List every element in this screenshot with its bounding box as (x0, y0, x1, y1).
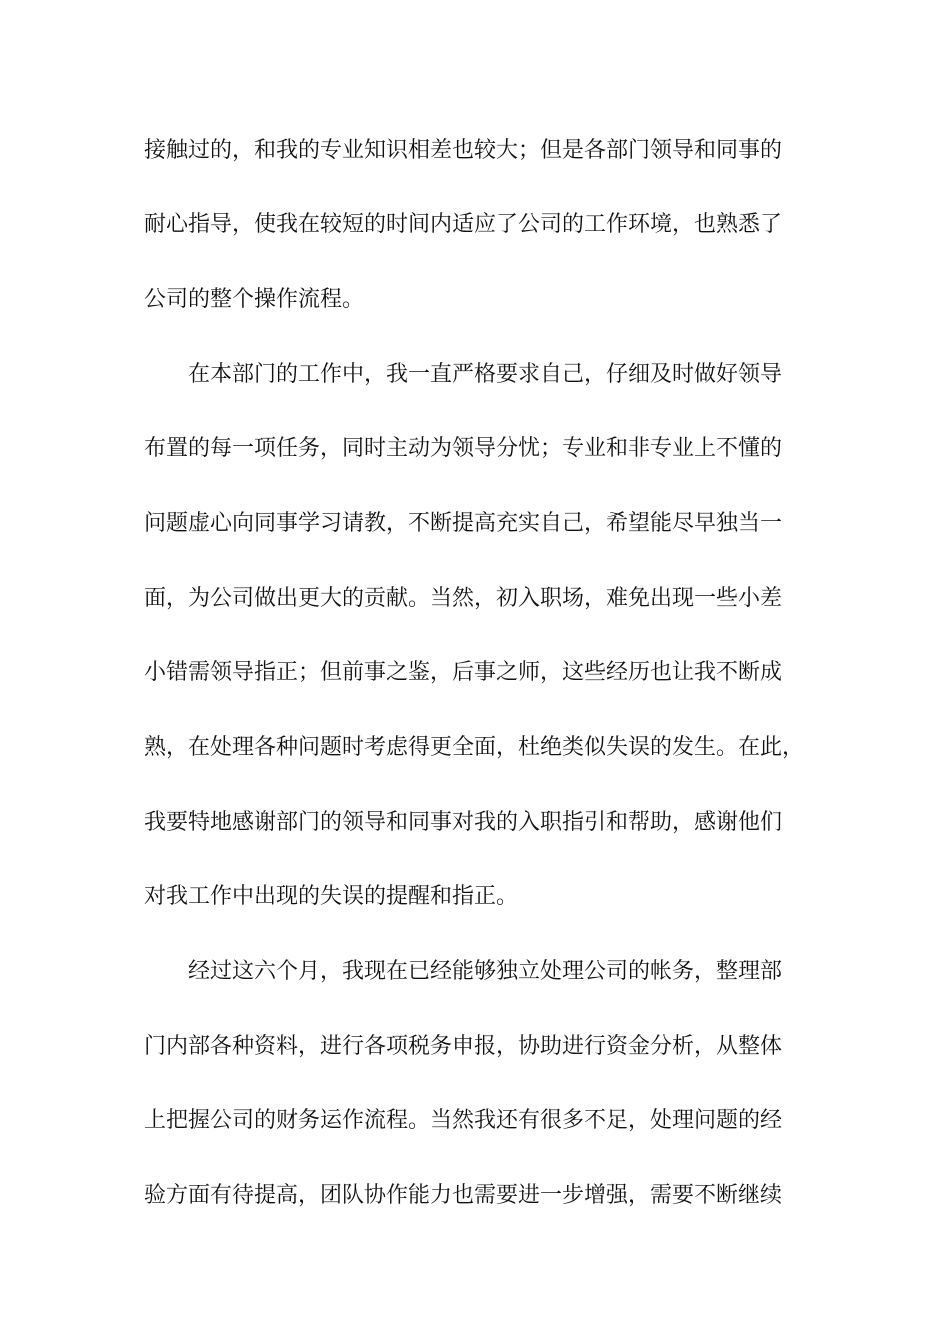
text-line: 面，为公司做出更大的贡献。当然，初入职场，难免出现一些小差 (144, 586, 783, 611)
text-line: 门内部各种资料，进行各项税务申报，协助进行资金分析，从整体 (144, 1034, 783, 1059)
text-line: 公司的整个操作流程。 (144, 287, 365, 312)
text-line: 接触过的，和我的专业知识相差也较大；但是各部门领导和同事的 (144, 138, 783, 163)
text-line: 小错需领导指正；但前事之鉴，后事之师，这些经历也让我不断成 (144, 660, 783, 685)
text-line: 在本部门的工作中，我一直严格要求自己，仔细及时做好领导 (188, 362, 783, 387)
text-line: 布置的每一项任务，同时主动为领导分忧；专业和非专业上不懂的 (144, 436, 783, 461)
text-line: 问题虚心向同事学习请教，不断提高充实自己，希望能尽早独当一 (144, 511, 783, 536)
text-line: 上把握公司的财务运作流程。当然我还有很多不足，处理问题的经 (144, 1108, 783, 1133)
text-line: 我要特地感谢部门的领导和同事对我的入职指引和帮助，感谢他们 (144, 810, 783, 835)
text-line: 熟，在处理各种问题时考虑得更全面，杜绝类似失误的发生。在此， (144, 735, 805, 760)
text-line: 耐心指导，使我在较短的时间内适应了公司的工作环境，也熟悉了 (144, 212, 783, 237)
text-line: 对我工作中出现的失误的提醒和指正。 (144, 884, 519, 909)
text-line: 经过这六个月，我现在已经能够独立处理公司的帐务，整理部 (188, 959, 783, 984)
text-line: 验方面有待提高，团队协作能力也需要进一步增强，需要不断继续 (144, 1183, 783, 1208)
